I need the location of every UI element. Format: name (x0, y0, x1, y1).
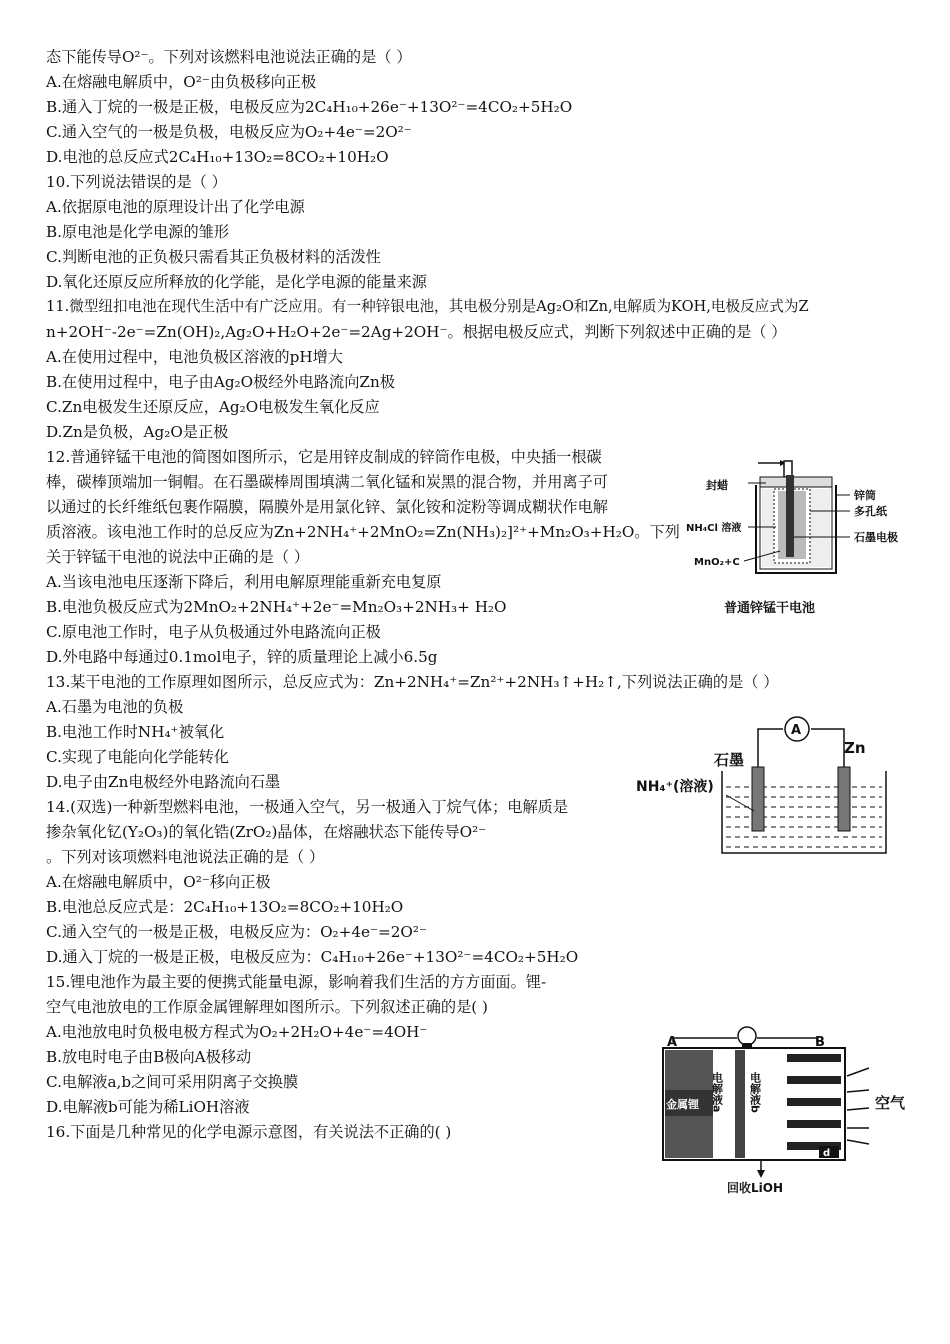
text-line: C.通入空气的一极是正极，电极反应为：O₂+4e⁻=2O²⁻ (46, 923, 427, 941)
text-line: A.石墨为电池的负极 (46, 698, 184, 716)
text-line: B.电池总反应式是：2C₄H₁₀+13O₂=8CO₂+10H₂O (46, 898, 404, 916)
text-line: D.外电路中每通过0.1mol电子，锌的质量理论上减小6.5g (46, 648, 438, 666)
text-line: 11.微型纽扣电池在现代生活中有广泛应用。有一种锌银电池，其电极分别是Ag₂O和Zn,电解质为KOH,电极反应式为Z (46, 298, 809, 315)
label-zinc-can: 锌筒 (854, 489, 876, 502)
text-line: 关于锌锰干电池的说法中正确的是（ ） (46, 548, 310, 566)
label-graphite-electrode: 石墨电极 (854, 531, 898, 544)
label-mno2-c: MnO₂+C (694, 557, 740, 568)
text-line: A.在使用过程中，电池负极区溶液的pH增大 (46, 348, 343, 366)
text-line: A.在熔融电解质中，O²⁻由负极移向正极 (46, 73, 317, 91)
text-line: 棒，碳棒顶端加一铜帽。在石墨碳棒周围填满二氧化锰和炭黑的混合物，并用离子可 (46, 473, 608, 491)
label-metal-lithium: 金属锂 (666, 1098, 699, 1111)
text-line: B.通入丁烷的一极是正极，电极反应为2C₄H₁₀+26e⁻+13O²⁻=4CO₂+5H₂O (46, 98, 573, 116)
text-line: C.通入空气的一极是负极，电极反应为O₂+4e⁻=2O²⁻ (46, 123, 412, 141)
text-line: 13.某干电池的工作原理如图所示，总反应式为：Zn+2NH₄⁺=Zn²⁺+2NH₃↑+H₂↑,下列说法正确的是（ ） (46, 673, 779, 691)
text-line: C.原电池工作时，电子从负极通过外电路流向正极 (46, 623, 381, 641)
nh4-cell-diagram (636, 715, 906, 860)
text-line: 16.下面是几种常见的化学电源示意图，有关说法不正确的( ) (46, 1123, 452, 1141)
text-line: B.原电池是化学电源的雏形 (46, 223, 230, 241)
text-line: 。下列对该项燃料电池说法正确的是（ ） (46, 848, 325, 866)
text-line: A.在熔融电解质中，O²⁻移向正极 (46, 873, 271, 891)
text-line: A.电池放电时负极电极方程式为O₂+2H₂O+4e⁻=4OH⁻ (46, 1023, 428, 1041)
label-a: A (667, 1035, 678, 1050)
text-line: 质溶液。该电池工作时的总反应为Zn+2NH₄⁺+2MnO₂=Zn(NH₃)₂]²⁺+Mn₂O₃+H₂O。下列 (46, 523, 680, 541)
text-line: 态下能传导O²⁻。下列对该燃料电池说法正确的是（ ） (46, 48, 412, 66)
label-zn: Zn (844, 739, 866, 757)
text-line: C.Zn电极发生还原反应，Ag₂O电极发生氧化反应 (46, 398, 380, 416)
text-line: C.判断电池的正负极只需看其正负极材料的活泼性 (46, 248, 381, 266)
text-line: 10.下列说法错误的是（ ） (46, 173, 227, 191)
text-line: B.电池工作时NH₄⁺被氧化 (46, 723, 225, 741)
text-line: 12.普通锌锰干电池的简图如图所示，它是用锌皮制成的锌筒作电极，中央插一根碳 (46, 448, 602, 466)
label-porous-paper: 多孔纸 (854, 505, 887, 518)
text-line: B.电池负极反应式为2MnO₂+2NH₄⁺+2e⁻=Mn₂O₃+2NH₃+ H₂O (46, 598, 507, 616)
text-line: D.电池的总反应式2C₄H₁₀+13O₂=8CO₂+10H₂O (46, 148, 389, 166)
label-b: B (815, 1035, 825, 1050)
text-line: B.放电时电子由B极向A极移动 (46, 1048, 252, 1066)
text-line: A.当该电池电压逐渐下降后，利用电解原理能重新充电复原 (46, 573, 442, 591)
text-line: 空气电池放电的工作原金属锂解理如图所示。下列叙述正确的是( ) (46, 998, 488, 1016)
text-line: D.电子由Zn电极经外电路流向石墨 (46, 773, 281, 791)
label-electrolyte-a: 电解液a (710, 1072, 724, 1113)
text-line: D.电解液b可能为稀LiOH溶液 (46, 1098, 250, 1116)
text-line: D.通入丁烷的一极是正极，电极反应为：C₄H₁₀+26e⁻+13O²⁻=4CO₂+5H₂O (46, 948, 579, 966)
ammeter-label: A (791, 723, 802, 738)
text-line: 14.(双选)一种新型燃料电池，一极通入空气，另一极通入丁烷气体；电解质是 (46, 798, 569, 816)
text-line: D.Zn是负极，Ag₂O是正极 (46, 423, 229, 441)
text-line: 掺杂氧化钇(Y₂O₃)的氧化锆(ZrO₂)晶体，在熔融状态下能传导O²⁻ (46, 823, 487, 841)
text-line: A.依据原电池的原理设计出了化学电源 (46, 198, 305, 216)
label-graphite: 石墨 (714, 751, 745, 769)
text-line: C.实现了电能向化学能转化 (46, 748, 229, 766)
label-electrolyte-b: 电解液b (748, 1072, 762, 1113)
label-nh4-solution: NH₄⁺(溶液) (636, 779, 714, 795)
text-line: n+2OH⁻-2e⁻=Zn(OH)₂,Ag₂O+H₂O+2e⁻=2Ag+2OH⁻。根据电极反应式，判断下列叙述中正确的是（ ） (46, 323, 787, 341)
text-line: 15.锂电池作为最主要的便携式能量电源，影响着我们生活的方方面面。锂- (46, 973, 547, 991)
text-line: C.电解液a,b之间可采用阴离子交换膜 (46, 1073, 299, 1091)
text-line: D.氧化还原反应所释放的化学能，是化学电源的能量来源 (46, 273, 427, 291)
label-air: 空气 (875, 1094, 906, 1112)
label-d: d (823, 1148, 831, 1159)
label-nh4cl: NH₄Cl 溶液 (686, 523, 742, 534)
text-line: B.在使用过程中，电子由Ag₂O极经外电路流向Zn极 (46, 373, 395, 391)
lithium-air-diagram (655, 1024, 920, 1194)
dry-cell-caption: 普通锌锰干电池 (724, 601, 816, 616)
label-recover-lioh: 回收LiOH (727, 1181, 784, 1194)
label-wax-seal: 封蜡 (706, 479, 728, 492)
text-line: 以通过的长纤维纸包裹作隔膜，隔膜外是用氯化锌、氯化铵和淀粉等调成糊状作电解 (46, 498, 608, 516)
dry-cell-diagram (686, 455, 916, 625)
